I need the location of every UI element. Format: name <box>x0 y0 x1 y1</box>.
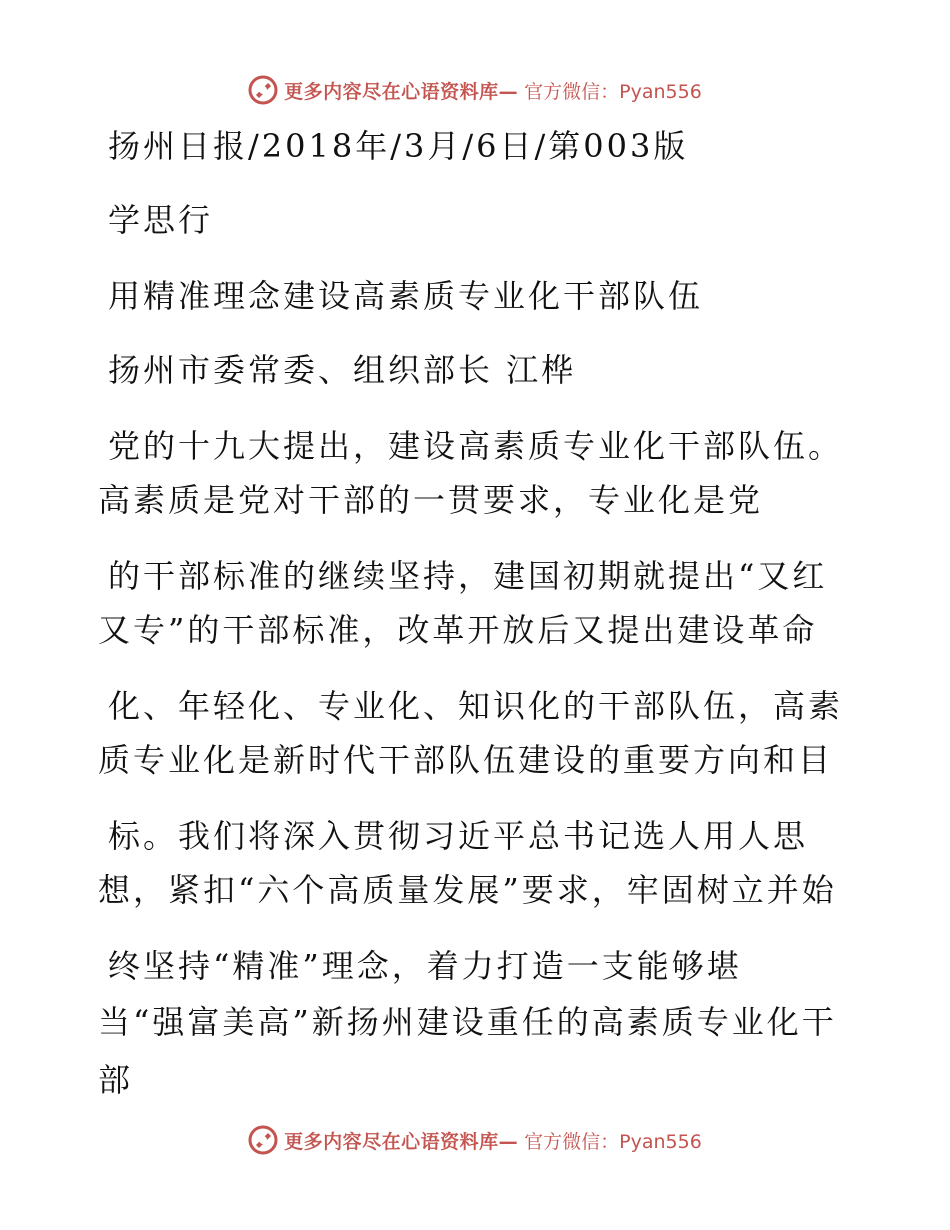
paragraph-line: 化、年轻化、专业化、知识化的干部队伍，高素 <box>108 687 844 725</box>
paragraph-line: 终坚持“精准”理念，着力打造一支能够堪 <box>108 947 742 985</box>
pen-logo-icon <box>248 1125 278 1155</box>
paragraph-line: 标。我们将深入贯彻习近平总书记选人用人思 <box>108 817 809 855</box>
paragraph-line: 高素质是党对干部的一贯要求，专业化是党 <box>98 481 764 519</box>
paragraph-line: 想，紧扣“六个高质量发展”要求，牢固树立并始 <box>98 871 837 909</box>
watermark-wechat: 官方微信：Pyan556 <box>524 80 702 103</box>
paragraph-line: 党的十九大提出，建设高素质专业化干部队伍。 <box>108 427 844 465</box>
article-column: 学思行 <box>108 201 214 239</box>
paragraph-line: 又专”的干部标准，改革开放后又提出建设革命 <box>98 611 818 649</box>
watermark-footer <box>0 1120 950 1160</box>
paragraph-line: 的干部标准的继续坚持，建国初期就提出“又红 <box>108 557 828 595</box>
paragraph-line: 质专业化是新时代干部队伍建设的重要方向和目 <box>98 741 834 779</box>
watermark-wechat: 官方微信：Pyan556 <box>524 1130 702 1153</box>
paragraph-line: 当“强富美高”新扬州建设重任的高素质专业化干 <box>98 1003 837 1041</box>
article-source: 扬州日报/2018年/3月/6日/第003版 <box>108 127 689 165</box>
watermark-text: 更多内容尽在心语资料库— <box>284 80 519 103</box>
paragraph-line: 部 <box>98 1061 134 1099</box>
watermark-header <box>0 70 950 110</box>
article-author: 扬州市委常委、组织部长 江桦 <box>108 351 577 389</box>
article-title: 用精准理念建设高素质专业化干部队伍 <box>108 277 704 315</box>
watermark-text: 更多内容尽在心语资料库— <box>284 1130 519 1153</box>
pen-logo-icon <box>248 75 278 105</box>
